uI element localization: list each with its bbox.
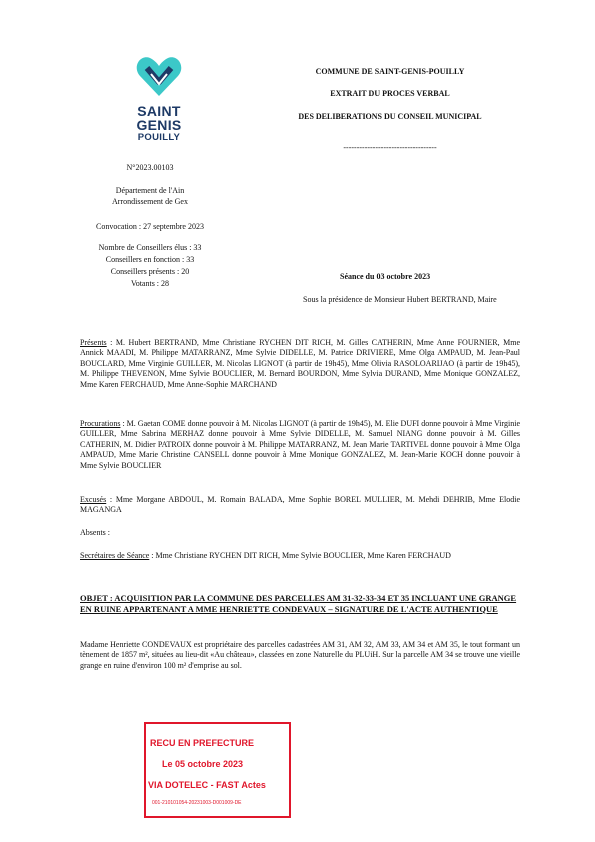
arrondissement: Arrondissement de Gex [112,197,188,206]
presidence: Sous la présidence de Monsieur Hubert BERTRAND, Maire [303,295,497,304]
body-paragraph: Madame Henriette CONDEVAUX est propriétaire des parcelles cadastrées AM 31, AM 32, AM 33, AM 34 et AM 35, le tout formant un tènement de 1857 m², situées au lieu-dit «Au château», classées en zone Naturelle du PLUiH. Sur la parcelle AM 34 se trouve une vieille grange en ruine d'environ 100 m² d'emprise au sol. [80,640,520,670]
logo-line-2: GENIS [136,117,182,133]
seance-date: Séance du 03 octobre 2023 [340,272,431,281]
header-extrait: EXTRAIT DU PROCES VERBAL [330,89,450,98]
stamp-line-2: Le 05 octobre 2023 [162,759,244,769]
commune-logo [128,52,190,172]
secretaires-label: Secrétaires de Séance [80,551,150,560]
excuses-text: : Mme Morgane ABDOUL, M. Romain BALADA, Mme Sophie BOREL MULLIER, M. Mehdi DEHRIB, Mme Elodie MAGANGA [80,495,520,515]
presents-paragraph [80,338,520,390]
reference-number: N°2023.00103 [126,163,174,172]
heart-logo-icon [134,52,184,100]
presents-label: Présents [80,338,107,347]
secretaires-paragraph [80,551,520,561]
prefecture-stamp [144,722,291,818]
count-presents: Conseillers présents : 20 [110,267,190,276]
count-fonction: Conseillers en fonction : 33 [105,255,195,264]
count-elus: Nombre de Conseillers élus : 33 [98,243,202,252]
logo-line-3: POUILLY [137,132,181,143]
header-dashes: ----------------------------------- [343,143,437,152]
departement: Département de l'Ain [115,186,185,195]
presents-text: : M. Hubert BERTRAND, Mme Christiane RYCHEN DIT RICH, M. Gilles CATHERIN, Mme Anne FOURNIER, Mme Annick MAADI, M. Philippe MATARRANZ, Mme Sylvie DIDELLE, M. Patrice DRIVIERE, Mme Olga AMPAUD, M. Jean-Paul BOUCLARD, Mme Virginie GUILLER, M. Nicolas LIGNOT (à partir de 19h45), Mme Olivia RASOLOARIJAO (à partir de 19h45), M. Philippe THEVENON, Mme Sylvie BOUCLIER, M. Bernard BOURDON, Mme Sylvia DURAND, Mme Monique GONZALEZ, Mme Karen FERCHAUD, Mme Anne-Sophie MARCHAND [80,338,520,389]
logo-line-1: SAINT [137,103,181,119]
excuses-paragraph [80,495,520,516]
header-deliberations: DES DELIBERATIONS DU CONSEIL MUNICIPAL [298,112,482,121]
procurations-label: Procurations [80,419,121,428]
procurations-paragraph [80,419,520,471]
excuses-label: Excusés [80,495,107,504]
stamp-line-4: 001-210101054-20231003-D001009-DE [152,800,242,806]
absents-label: Absents [80,528,106,537]
procurations-text: : M. Gaetan COME donne pouvoir à M. Nicolas LIGNOT (à partir de 19h45), M. Elie DUFI donne pouvoir à Mme Virginie GUILLER, Mme Sabrina MERHAZ donne pouvoir à Mme Sylvie DIDELLE, M. Samuel NIANG donne pouvoir à M. Gilles CATHERIN, M. Didier PATROIX donne pouvoir à M. Philippe MATARRANZ, M. Jean Marie TARTIVEL donne pouvoir à Mme Olga AMPAUD, Mme Marie Christine CANSELL donne pouvoir à Mme Monique GONZALEZ, M. Jean-Marie KOCH donne pouvoir à Mme Sylvie BOUCLIER [80,419,520,470]
stamp-line-3: VIA DOTELEC - FAST Actes [148,780,266,790]
count-votants: Votants : 28 [130,279,170,288]
secretaires-text: : Mme Christiane RYCHEN DIT RICH, Mme Sylvie BOUCLIER, Mme Karen FERCHAUD [149,551,451,560]
absents-paragraph [80,528,520,538]
header-commune: COMMUNE DE SAINT-GENIS-POUILLY [315,67,465,76]
convocation: Convocation : 27 septembre 2023 [96,222,204,231]
absents-text: : [105,528,111,537]
objet-title: OBJET : ACQUISITION PAR LA COMMUNE DES PARCELLES AM 31-32-33-34 ET 35 INCLUANT UNE GRANGE EN RUINE APPARTENANT A MME HENRIETTE CONDEVAUX – SIGNATURE DE L'ACTE AUTHENTIQUE [80,593,517,614]
stamp-line-1: RECU EN PREFECTURE [150,738,255,748]
